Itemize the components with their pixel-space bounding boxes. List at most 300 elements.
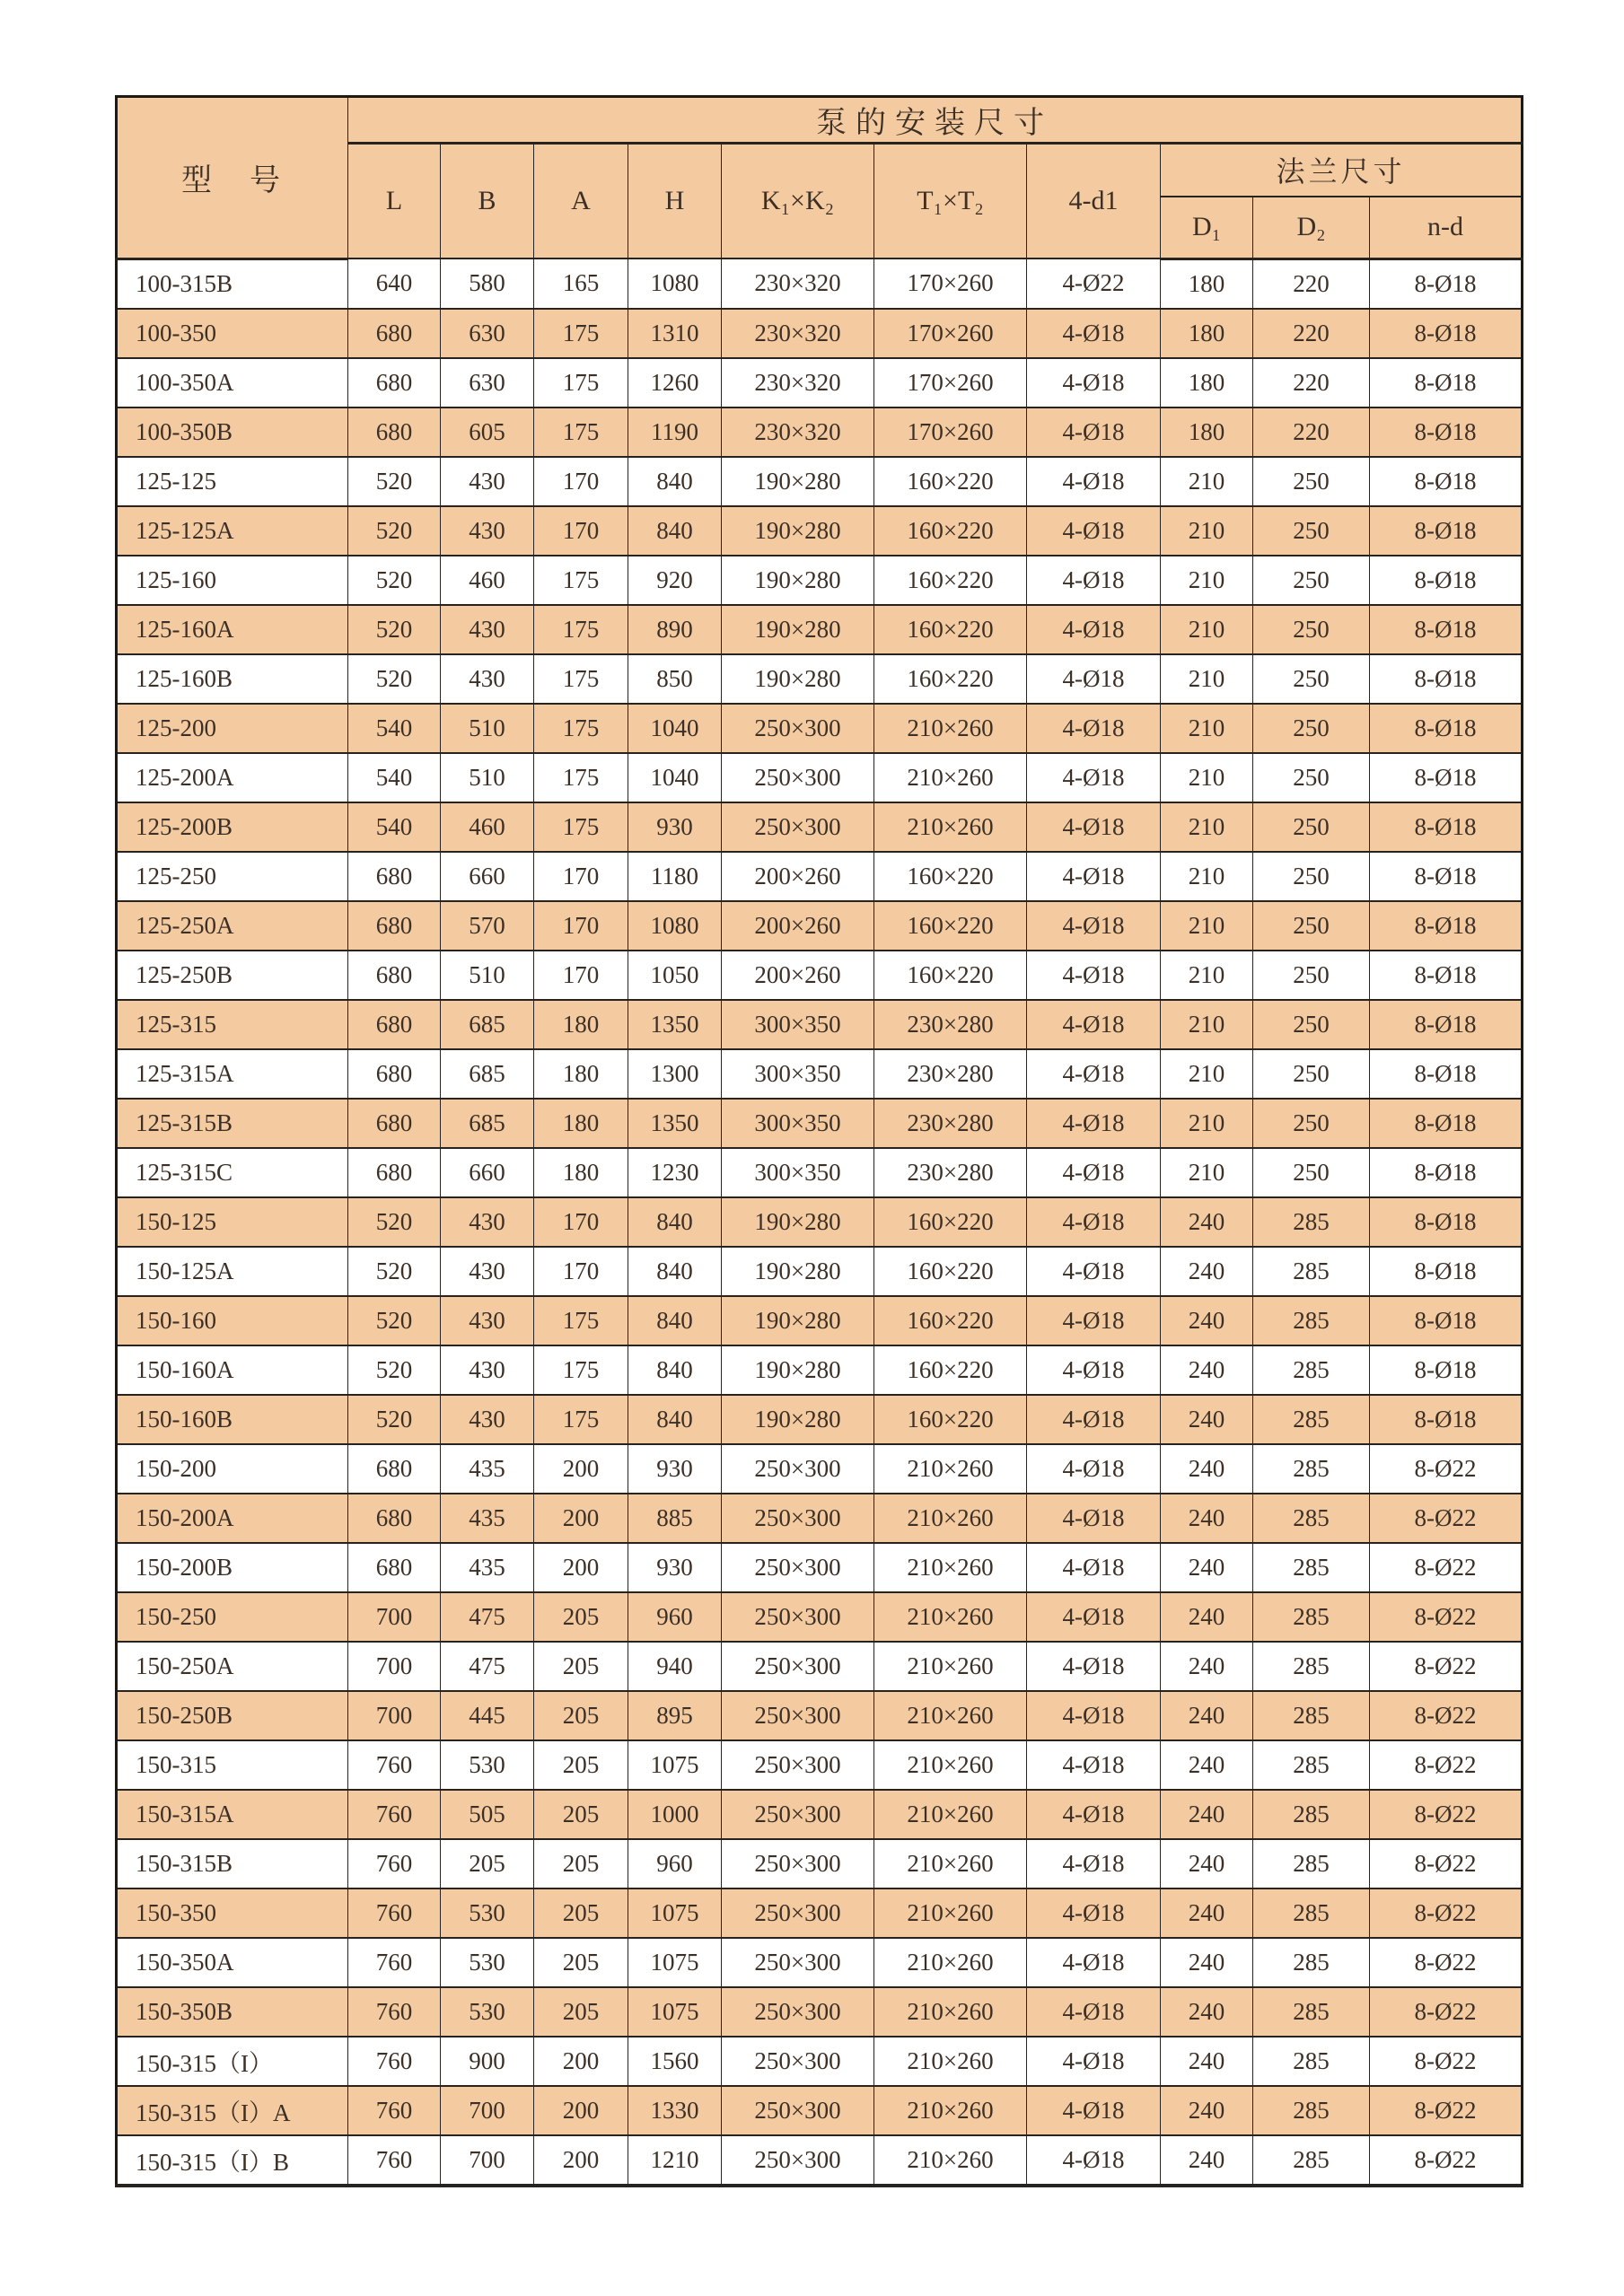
value-cell: 200×260 bbox=[722, 901, 874, 951]
value-cell: 505 bbox=[441, 1790, 534, 1839]
value-cell: 160×220 bbox=[874, 556, 1027, 605]
value-cell: 840 bbox=[628, 1296, 722, 1345]
value-cell: 4-Ø18 bbox=[1027, 2086, 1161, 2135]
value-cell: 4-Ø18 bbox=[1027, 1148, 1161, 1197]
table-row bbox=[117, 1494, 1523, 1543]
value-cell: 210 bbox=[1161, 506, 1253, 556]
value-cell: 8-Ø18 bbox=[1370, 309, 1523, 358]
value-cell: 4-Ø18 bbox=[1027, 556, 1161, 605]
value-cell: 250×300 bbox=[722, 1839, 874, 1889]
value-cell: 210×260 bbox=[874, 1543, 1027, 1592]
value-cell: 680 bbox=[348, 358, 441, 407]
value-cell: 250×300 bbox=[722, 1592, 874, 1642]
value-cell: 205 bbox=[534, 1592, 628, 1642]
value-cell: 180 bbox=[534, 1099, 628, 1148]
value-cell: 510 bbox=[441, 704, 534, 753]
value-cell: 175 bbox=[534, 654, 628, 704]
value-cell: 160×220 bbox=[874, 1345, 1027, 1395]
value-cell: 250 bbox=[1253, 753, 1370, 802]
value-cell: 430 bbox=[441, 1345, 534, 1395]
value-cell: 8-Ø18 bbox=[1370, 457, 1523, 506]
value-cell: 4-Ø18 bbox=[1027, 1938, 1161, 1987]
value-cell: 8-Ø22 bbox=[1370, 1938, 1523, 1987]
value-cell: 175 bbox=[534, 556, 628, 605]
value-cell: 240 bbox=[1161, 1740, 1253, 1790]
value-cell: 210 bbox=[1161, 901, 1253, 951]
value-cell: 475 bbox=[441, 1642, 534, 1691]
value-cell: 250 bbox=[1253, 704, 1370, 753]
table-row bbox=[117, 1296, 1523, 1345]
value-cell: 230×280 bbox=[874, 1148, 1027, 1197]
value-cell: 170×260 bbox=[874, 407, 1027, 457]
value-cell: 210 bbox=[1161, 1000, 1253, 1049]
value-cell: 180 bbox=[534, 1049, 628, 1099]
value-cell: 430 bbox=[441, 1197, 534, 1247]
value-cell: 160×220 bbox=[874, 457, 1027, 506]
value-cell: 170×260 bbox=[874, 259, 1027, 309]
value-cell: 190×280 bbox=[722, 654, 874, 704]
value-cell: 8-Ø22 bbox=[1370, 1889, 1523, 1938]
value-cell: 285 bbox=[1253, 1642, 1370, 1691]
value-cell: 8-Ø18 bbox=[1370, 556, 1523, 605]
table-row bbox=[117, 1099, 1523, 1148]
value-cell: 180 bbox=[1161, 309, 1253, 358]
value-cell: 8-Ø22 bbox=[1370, 1691, 1523, 1740]
value-cell: 200 bbox=[534, 1543, 628, 1592]
value-cell: 540 bbox=[348, 704, 441, 753]
value-cell: 250×300 bbox=[722, 704, 874, 753]
value-cell: 205 bbox=[534, 1790, 628, 1839]
value-cell: 680 bbox=[348, 951, 441, 1000]
value-cell: 540 bbox=[348, 802, 441, 852]
value-cell: 4-Ø18 bbox=[1027, 1099, 1161, 1148]
table-row bbox=[117, 753, 1523, 802]
value-cell: 520 bbox=[348, 457, 441, 506]
table-row bbox=[117, 901, 1523, 951]
value-cell: 210 bbox=[1161, 457, 1253, 506]
value-cell: 190×280 bbox=[722, 556, 874, 605]
value-cell: 435 bbox=[441, 1543, 534, 1592]
value-cell: 4-Ø18 bbox=[1027, 1395, 1161, 1444]
model-cell: 150-315（I） bbox=[117, 2037, 348, 2086]
value-cell: 210 bbox=[1161, 802, 1253, 852]
model-cell: 150-315 bbox=[117, 1740, 348, 1790]
value-cell: 1230 bbox=[628, 1148, 722, 1197]
value-cell: 760 bbox=[348, 1790, 441, 1839]
value-cell: 250 bbox=[1253, 901, 1370, 951]
value-cell: 1350 bbox=[628, 1000, 722, 1049]
value-cell: 510 bbox=[441, 951, 534, 1000]
value-cell: 430 bbox=[441, 605, 534, 654]
value-cell: 180 bbox=[1161, 358, 1253, 407]
value-cell: 250×300 bbox=[722, 1642, 874, 1691]
table-row bbox=[117, 457, 1523, 506]
value-cell: 445 bbox=[441, 1691, 534, 1740]
value-cell: 250 bbox=[1253, 1000, 1370, 1049]
value-cell: 240 bbox=[1161, 1197, 1253, 1247]
value-cell: 250 bbox=[1253, 605, 1370, 654]
table-row bbox=[117, 1049, 1523, 1099]
value-cell: 520 bbox=[348, 1296, 441, 1345]
value-cell: 8-Ø18 bbox=[1370, 1099, 1523, 1148]
value-cell: 4-Ø18 bbox=[1027, 358, 1161, 407]
value-cell: 180 bbox=[1161, 407, 1253, 457]
table-row bbox=[117, 1987, 1523, 2037]
model-cell: 150-350 bbox=[117, 1889, 348, 1938]
value-cell: 210×260 bbox=[874, 2037, 1027, 2086]
value-cell: 4-Ø18 bbox=[1027, 802, 1161, 852]
table-row bbox=[117, 1345, 1523, 1395]
value-cell: 840 bbox=[628, 506, 722, 556]
value-cell: 210 bbox=[1161, 753, 1253, 802]
model-cell: 100-315B bbox=[117, 259, 348, 309]
value-cell: 430 bbox=[441, 1247, 534, 1296]
value-cell: 430 bbox=[441, 457, 534, 506]
value-cell: 680 bbox=[348, 407, 441, 457]
table-row bbox=[117, 1889, 1523, 1938]
value-cell: 8-Ø22 bbox=[1370, 2135, 1523, 2186]
value-cell: 8-Ø18 bbox=[1370, 1197, 1523, 1247]
value-cell: 1330 bbox=[628, 2086, 722, 2135]
model-cell: 125-160A bbox=[117, 605, 348, 654]
value-cell: 210 bbox=[1161, 1099, 1253, 1148]
model-cell: 150-315B bbox=[117, 1839, 348, 1889]
value-cell: 8-Ø18 bbox=[1370, 407, 1523, 457]
value-cell: 240 bbox=[1161, 1247, 1253, 1296]
value-cell: 840 bbox=[628, 457, 722, 506]
value-cell: 8-Ø22 bbox=[1370, 1494, 1523, 1543]
value-cell: 530 bbox=[441, 1987, 534, 2037]
value-cell: 4-Ø18 bbox=[1027, 2037, 1161, 2086]
value-cell: 1350 bbox=[628, 1099, 722, 1148]
value-cell: 240 bbox=[1161, 1790, 1253, 1839]
value-cell: 4-Ø18 bbox=[1027, 1247, 1161, 1296]
model-cell: 150-315（I）A bbox=[117, 2086, 348, 2135]
value-cell: 230×320 bbox=[722, 259, 874, 309]
value-cell: 4-Ø18 bbox=[1027, 506, 1161, 556]
header-col-4-d1: 4-d1 bbox=[1027, 144, 1161, 259]
value-cell: 520 bbox=[348, 1247, 441, 1296]
value-cell: 660 bbox=[441, 1148, 534, 1197]
value-cell: 240 bbox=[1161, 1592, 1253, 1642]
header-col-B: B bbox=[441, 144, 534, 259]
value-cell: 1560 bbox=[628, 2037, 722, 2086]
table-row bbox=[117, 1000, 1523, 1049]
value-cell: 210×260 bbox=[874, 1889, 1027, 1938]
table-row bbox=[117, 605, 1523, 654]
header-col-A: A bbox=[534, 144, 628, 259]
value-cell: 250 bbox=[1253, 457, 1370, 506]
model-cell: 150-125 bbox=[117, 1197, 348, 1247]
value-cell: 200 bbox=[534, 2135, 628, 2186]
value-cell: 285 bbox=[1253, 1592, 1370, 1642]
table-row bbox=[117, 654, 1523, 704]
value-cell: 300×350 bbox=[722, 1000, 874, 1049]
value-cell: 850 bbox=[628, 654, 722, 704]
value-cell: 520 bbox=[348, 1395, 441, 1444]
value-cell: 510 bbox=[441, 753, 534, 802]
value-cell: 200 bbox=[534, 2086, 628, 2135]
model-cell: 125-315 bbox=[117, 1000, 348, 1049]
value-cell: 4-Ø18 bbox=[1027, 1296, 1161, 1345]
model-cell: 125-315C bbox=[117, 1148, 348, 1197]
model-cell: 125-250B bbox=[117, 951, 348, 1000]
header-col-L: L bbox=[348, 144, 441, 259]
table-row bbox=[117, 1148, 1523, 1197]
value-cell: 8-Ø18 bbox=[1370, 605, 1523, 654]
value-cell: 180 bbox=[1161, 259, 1253, 309]
value-cell: 170 bbox=[534, 951, 628, 1000]
table-row bbox=[117, 309, 1523, 358]
model-cell: 150-350B bbox=[117, 1987, 348, 2037]
value-cell: 760 bbox=[348, 1889, 441, 1938]
value-cell: 8-Ø18 bbox=[1370, 1247, 1523, 1296]
value-cell: 285 bbox=[1253, 1247, 1370, 1296]
value-cell: 210×260 bbox=[874, 802, 1027, 852]
value-cell: 285 bbox=[1253, 2037, 1370, 2086]
value-cell: 220 bbox=[1253, 407, 1370, 457]
value-cell: 210×260 bbox=[874, 1592, 1027, 1642]
value-cell: 685 bbox=[441, 1000, 534, 1049]
table-row bbox=[117, 1642, 1523, 1691]
value-cell: 250×300 bbox=[722, 753, 874, 802]
table-row bbox=[117, 1691, 1523, 1740]
value-cell: 430 bbox=[441, 1395, 534, 1444]
value-cell: 240 bbox=[1161, 1296, 1253, 1345]
value-cell: 4-Ø18 bbox=[1027, 901, 1161, 951]
value-cell: 200×260 bbox=[722, 852, 874, 901]
value-cell: 680 bbox=[348, 1049, 441, 1099]
value-cell: 4-Ø18 bbox=[1027, 309, 1161, 358]
value-cell: 1180 bbox=[628, 852, 722, 901]
value-cell: 4-Ø18 bbox=[1027, 1444, 1161, 1494]
value-cell: 680 bbox=[348, 309, 441, 358]
value-cell: 700 bbox=[441, 2135, 534, 2186]
value-cell: 8-Ø18 bbox=[1370, 753, 1523, 802]
table-row bbox=[117, 506, 1523, 556]
value-cell: 190×280 bbox=[722, 1197, 874, 1247]
value-cell: 250×300 bbox=[722, 802, 874, 852]
value-cell: 520 bbox=[348, 654, 441, 704]
value-cell: 4-Ø18 bbox=[1027, 1642, 1161, 1691]
header-col-n-d: n-d bbox=[1370, 197, 1523, 259]
value-cell: 680 bbox=[348, 1099, 441, 1148]
value-cell: 285 bbox=[1253, 1790, 1370, 1839]
value-cell: 660 bbox=[441, 852, 534, 901]
value-cell: 8-Ø18 bbox=[1370, 1148, 1523, 1197]
value-cell: 250×300 bbox=[722, 1444, 874, 1494]
value-cell: 285 bbox=[1253, 2086, 1370, 2135]
value-cell: 230×280 bbox=[874, 1099, 1027, 1148]
value-cell: 240 bbox=[1161, 1345, 1253, 1395]
value-cell: 680 bbox=[348, 852, 441, 901]
value-cell: 250 bbox=[1253, 1049, 1370, 1099]
value-cell: 210×260 bbox=[874, 1444, 1027, 1494]
value-cell: 240 bbox=[1161, 1395, 1253, 1444]
value-cell: 170 bbox=[534, 506, 628, 556]
value-cell: 240 bbox=[1161, 1543, 1253, 1592]
value-cell: 685 bbox=[441, 1049, 534, 1099]
value-cell: 210×260 bbox=[874, 1691, 1027, 1740]
value-cell: 250×300 bbox=[722, 1938, 874, 1987]
value-cell: 680 bbox=[348, 1494, 441, 1543]
value-cell: 1040 bbox=[628, 704, 722, 753]
header-flange-dimensions: 法兰尺寸 bbox=[1161, 144, 1523, 197]
value-cell: 960 bbox=[628, 1839, 722, 1889]
value-cell: 4-Ø18 bbox=[1027, 457, 1161, 506]
value-cell: 175 bbox=[534, 802, 628, 852]
value-cell: 435 bbox=[441, 1494, 534, 1543]
value-cell: 1000 bbox=[628, 1790, 722, 1839]
value-cell: 175 bbox=[534, 704, 628, 753]
value-cell: 630 bbox=[441, 358, 534, 407]
value-cell: 8-Ø18 bbox=[1370, 901, 1523, 951]
value-cell: 210×260 bbox=[874, 1987, 1027, 2037]
value-cell: 1080 bbox=[628, 901, 722, 951]
value-cell: 210×260 bbox=[874, 704, 1027, 753]
value-cell: 210×260 bbox=[874, 1494, 1027, 1543]
value-cell: 190×280 bbox=[722, 1247, 874, 1296]
value-cell: 160×220 bbox=[874, 1247, 1027, 1296]
value-cell: 205 bbox=[534, 1740, 628, 1790]
value-cell: 930 bbox=[628, 1543, 722, 1592]
value-cell: 240 bbox=[1161, 2086, 1253, 2135]
value-cell: 920 bbox=[628, 556, 722, 605]
value-cell: 680 bbox=[348, 1444, 441, 1494]
value-cell: 4-Ø18 bbox=[1027, 1000, 1161, 1049]
value-cell: 8-Ø22 bbox=[1370, 1642, 1523, 1691]
value-cell: 4-Ø18 bbox=[1027, 1889, 1161, 1938]
table-row bbox=[117, 951, 1523, 1000]
table-row bbox=[117, 2037, 1523, 2086]
value-cell: 8-Ø22 bbox=[1370, 1790, 1523, 1839]
value-cell: 4-Ø18 bbox=[1027, 753, 1161, 802]
value-cell: 930 bbox=[628, 802, 722, 852]
model-cell: 125-200A bbox=[117, 753, 348, 802]
table-row bbox=[117, 1197, 1523, 1247]
value-cell: 8-Ø22 bbox=[1370, 1592, 1523, 1642]
table-row bbox=[117, 2086, 1523, 2135]
value-cell: 8-Ø18 bbox=[1370, 1395, 1523, 1444]
model-cell: 150-315（I）B bbox=[117, 2135, 348, 2186]
value-cell: 250×300 bbox=[722, 2086, 874, 2135]
value-cell: 460 bbox=[441, 556, 534, 605]
value-cell: 1075 bbox=[628, 1987, 722, 2037]
value-cell: 4-Ø18 bbox=[1027, 1790, 1161, 1839]
value-cell: 170×260 bbox=[874, 309, 1027, 358]
value-cell: 230×280 bbox=[874, 1049, 1027, 1099]
model-cell: 100-350B bbox=[117, 407, 348, 457]
value-cell: 760 bbox=[348, 2037, 441, 2086]
model-cell: 125-160 bbox=[117, 556, 348, 605]
table-row bbox=[117, 704, 1523, 753]
model-cell: 125-250A bbox=[117, 901, 348, 951]
value-cell: 760 bbox=[348, 1839, 441, 1889]
value-cell: 250 bbox=[1253, 556, 1370, 605]
model-cell: 150-315A bbox=[117, 1790, 348, 1839]
value-cell: 4-Ø18 bbox=[1027, 1592, 1161, 1642]
value-cell: 4-Ø18 bbox=[1027, 1494, 1161, 1543]
table-row bbox=[117, 2135, 1523, 2186]
value-cell: 435 bbox=[441, 1444, 534, 1494]
value-cell: 210 bbox=[1161, 556, 1253, 605]
value-cell: 8-Ø18 bbox=[1370, 1345, 1523, 1395]
value-cell: 200×260 bbox=[722, 951, 874, 1000]
value-cell: 530 bbox=[441, 1938, 534, 1987]
value-cell: 240 bbox=[1161, 1444, 1253, 1494]
value-cell: 4-Ø18 bbox=[1027, 951, 1161, 1000]
value-cell: 285 bbox=[1253, 1395, 1370, 1444]
value-cell: 8-Ø18 bbox=[1370, 1296, 1523, 1345]
value-cell: 4-Ø18 bbox=[1027, 1197, 1161, 1247]
value-cell: 1040 bbox=[628, 753, 722, 802]
table-row bbox=[117, 407, 1523, 457]
value-cell: 180 bbox=[534, 1000, 628, 1049]
value-cell: 700 bbox=[348, 1691, 441, 1740]
value-cell: 170×260 bbox=[874, 358, 1027, 407]
value-cell: 250×300 bbox=[722, 1494, 874, 1543]
model-cell: 100-350 bbox=[117, 309, 348, 358]
value-cell: 680 bbox=[348, 1543, 441, 1592]
value-cell: 190×280 bbox=[722, 1296, 874, 1345]
model-cell: 125-250 bbox=[117, 852, 348, 901]
value-cell: 240 bbox=[1161, 1987, 1253, 2037]
header-col-K1xK2: K₁×K₂ bbox=[722, 144, 874, 259]
value-cell: 605 bbox=[441, 407, 534, 457]
table-row bbox=[117, 1938, 1523, 1987]
value-cell: 4-Ø22 bbox=[1027, 259, 1161, 309]
value-cell: 760 bbox=[348, 2086, 441, 2135]
value-cell: 240 bbox=[1161, 1494, 1253, 1543]
value-cell: 8-Ø18 bbox=[1370, 358, 1523, 407]
value-cell: 175 bbox=[534, 309, 628, 358]
value-cell: 760 bbox=[348, 2135, 441, 2186]
value-cell: 8-Ø22 bbox=[1370, 2037, 1523, 2086]
value-cell: 250 bbox=[1253, 654, 1370, 704]
value-cell: 210×260 bbox=[874, 753, 1027, 802]
table-row bbox=[117, 259, 1523, 309]
value-cell: 200 bbox=[534, 1444, 628, 1494]
table-row bbox=[117, 1247, 1523, 1296]
model-cell: 125-125 bbox=[117, 457, 348, 506]
value-cell: 4-Ø18 bbox=[1027, 1049, 1161, 1099]
value-cell: 430 bbox=[441, 654, 534, 704]
model-cell: 150-200B bbox=[117, 1543, 348, 1592]
value-cell: 680 bbox=[348, 1148, 441, 1197]
value-cell: 940 bbox=[628, 1642, 722, 1691]
table-row bbox=[117, 1740, 1523, 1790]
value-cell: 285 bbox=[1253, 1543, 1370, 1592]
value-cell: 530 bbox=[441, 1889, 534, 1938]
table-row bbox=[117, 852, 1523, 901]
value-cell: 840 bbox=[628, 1247, 722, 1296]
value-cell: 205 bbox=[534, 1938, 628, 1987]
value-cell: 210 bbox=[1161, 704, 1253, 753]
value-cell: 175 bbox=[534, 1345, 628, 1395]
value-cell: 680 bbox=[348, 1000, 441, 1049]
value-cell: 285 bbox=[1253, 1296, 1370, 1345]
value-cell: 240 bbox=[1161, 1938, 1253, 1987]
value-cell: 4-Ø18 bbox=[1027, 1345, 1161, 1395]
model-cell: 150-250B bbox=[117, 1691, 348, 1740]
model-cell: 125-200B bbox=[117, 802, 348, 852]
value-cell: 175 bbox=[534, 605, 628, 654]
value-cell: 285 bbox=[1253, 1197, 1370, 1247]
value-cell: 960 bbox=[628, 1592, 722, 1642]
value-cell: 250×300 bbox=[722, 1543, 874, 1592]
value-cell: 210 bbox=[1161, 1148, 1253, 1197]
value-cell: 475 bbox=[441, 1592, 534, 1642]
